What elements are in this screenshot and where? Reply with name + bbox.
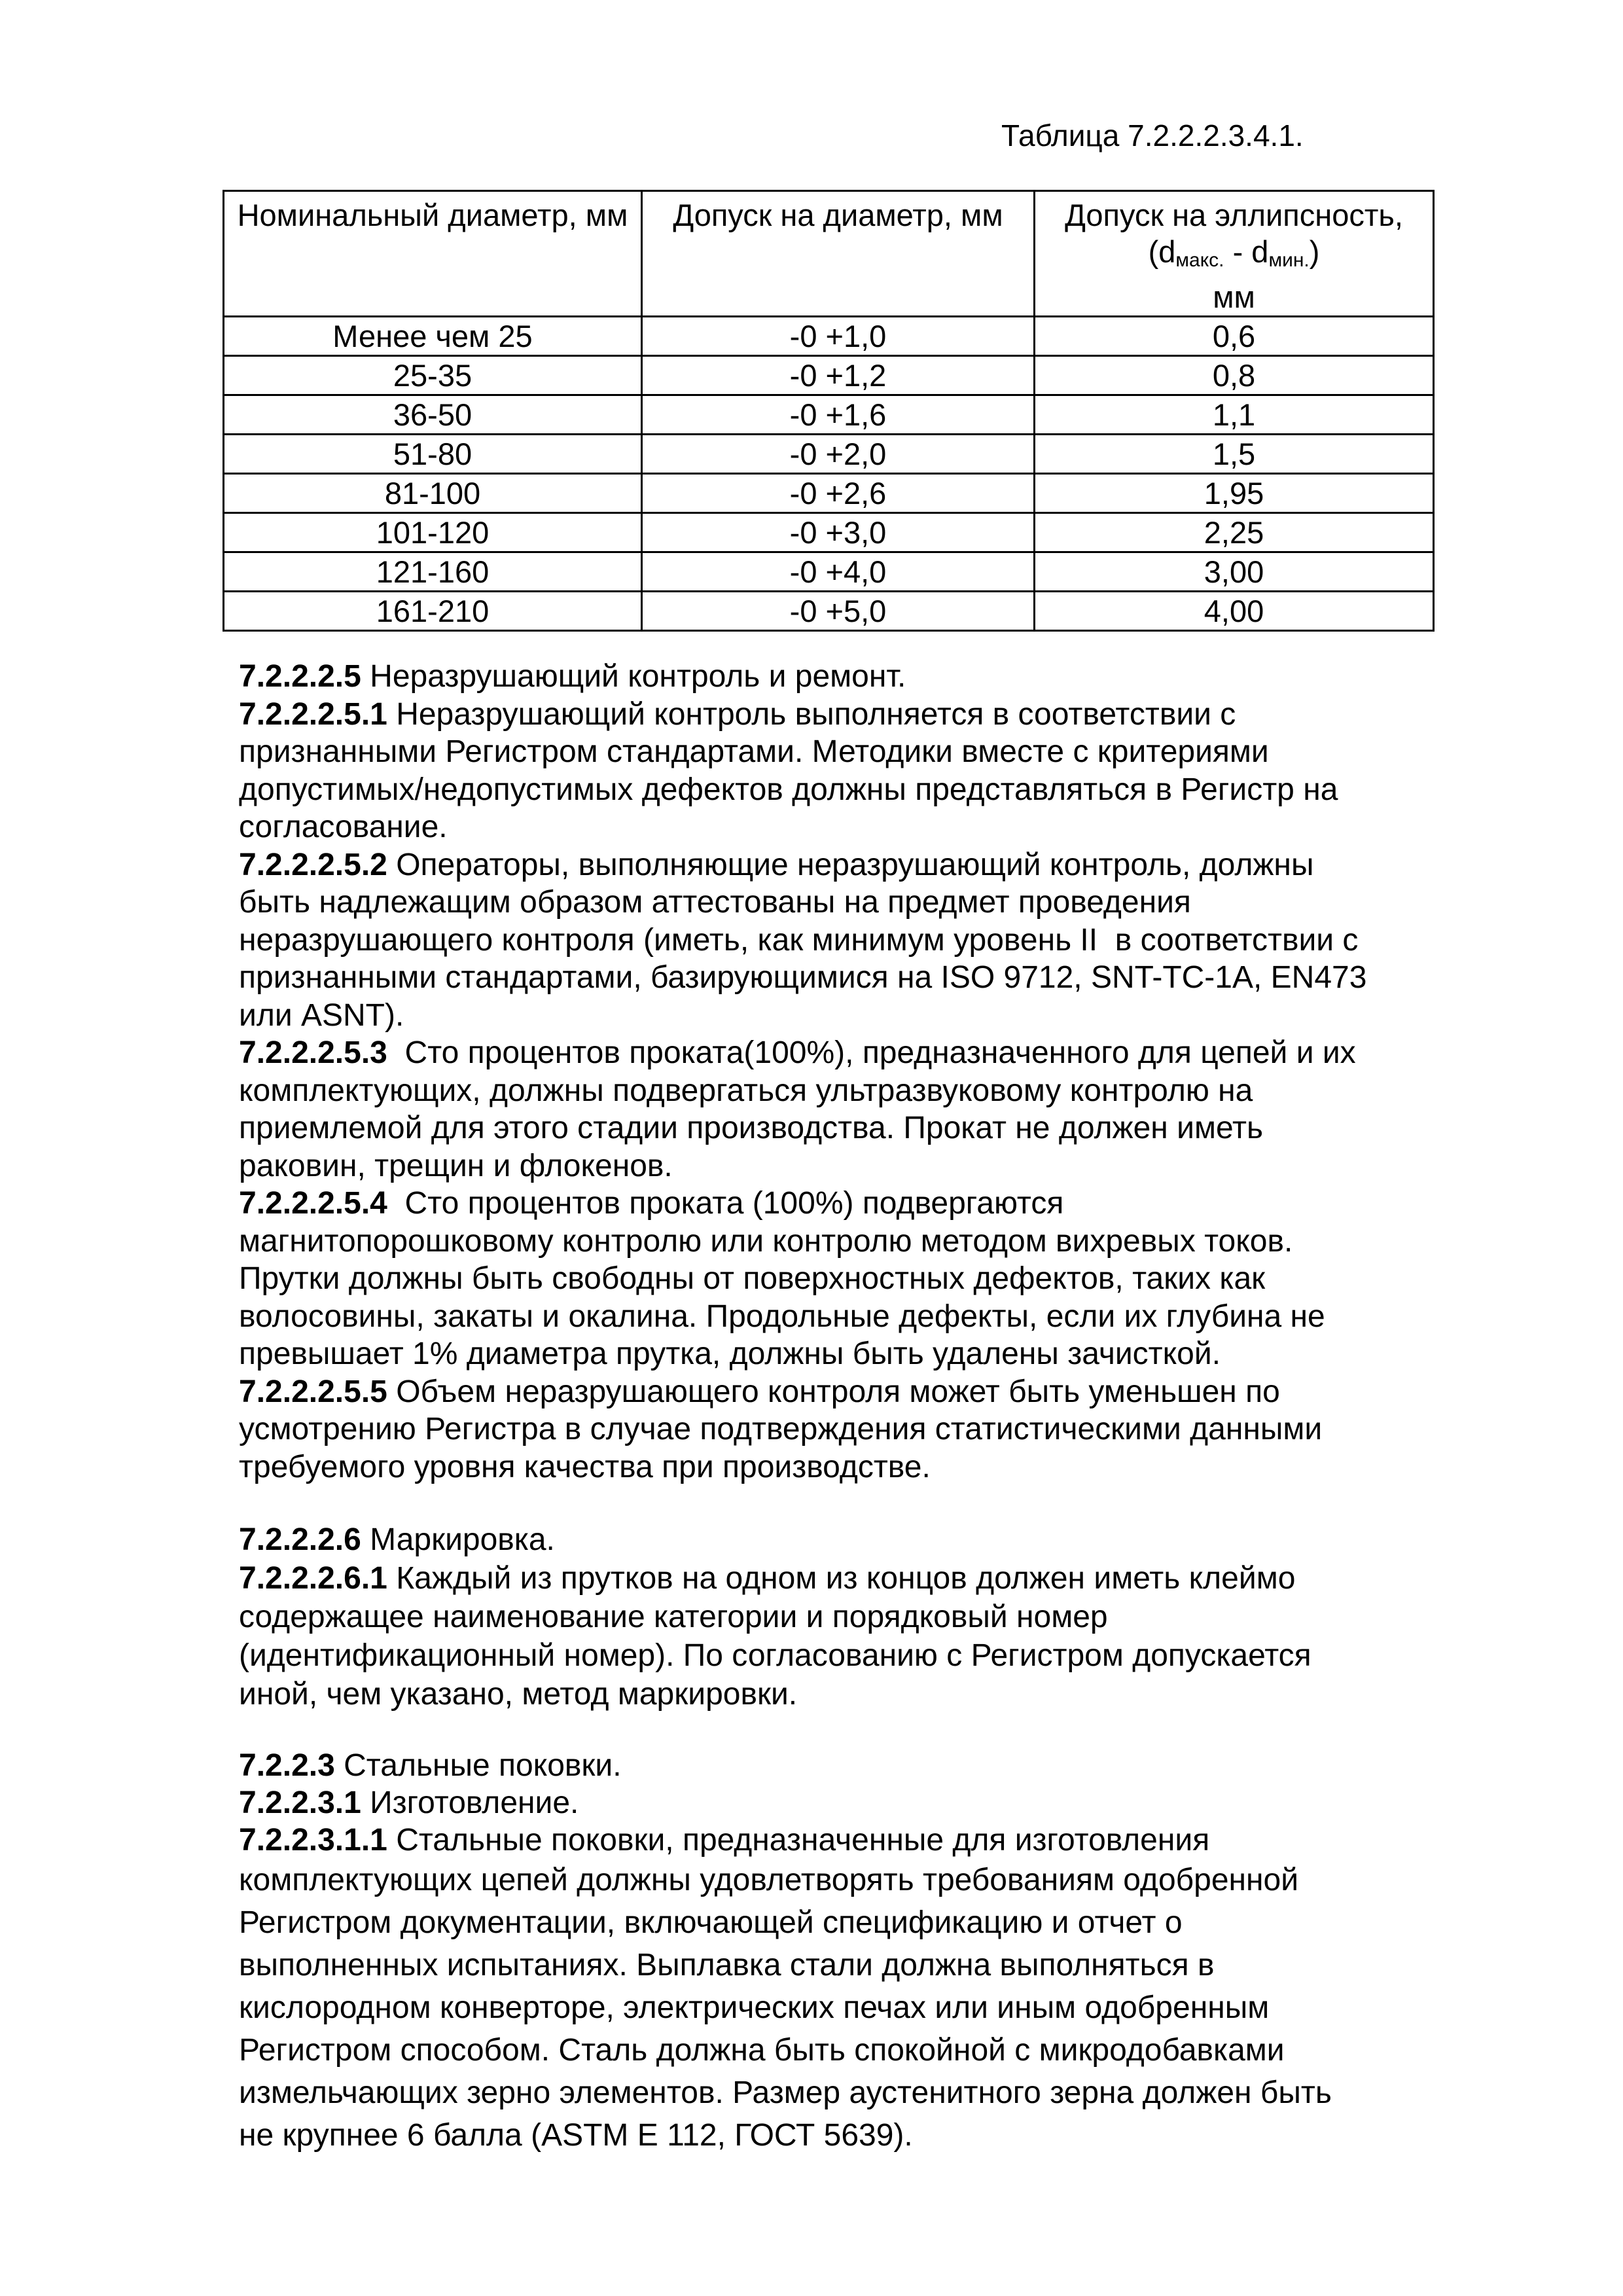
text-line — [239, 884, 1366, 922]
table-row — [224, 513, 1434, 552]
table-caption: Таблица 7.2.2.2.3.4.1. — [1001, 118, 1304, 152]
text-line — [239, 1520, 1311, 1559]
text-line — [239, 1559, 1311, 1598]
cell-nominal-diameter: 25-35 — [224, 356, 642, 395]
line-text: измельчающих зерно элементов. Размер аустенитного зерна должен быть — [239, 2075, 1332, 2110]
paragraph — [239, 1821, 1332, 2157]
cell-ellipticity: 0,8 — [1035, 356, 1434, 395]
text-line — [239, 1335, 1366, 1373]
section-number: 7.2.2.2.6.1 — [239, 1561, 387, 1596]
text-line — [239, 846, 1366, 884]
line-text: согласование. — [239, 810, 448, 844]
paragraph — [239, 658, 1366, 696]
text-line — [239, 2029, 1332, 2072]
line-text: Каждый из прутков на одном из концов должен иметь клеймо — [387, 1561, 1296, 1596]
line-text: кислородном конверторе, электрических печах или иным одобренным — [239, 1990, 1270, 2025]
paragraph — [239, 846, 1366, 1035]
paragraph — [239, 1373, 1366, 1486]
line-text: Изготовление. — [361, 1785, 579, 1820]
table-row — [224, 395, 1434, 435]
cell-ellipticity: 0,6 — [1035, 317, 1434, 356]
paragraph — [239, 1747, 1332, 1784]
text-line — [239, 808, 1366, 846]
header-text: Допуск на эллипсность, — [1065, 198, 1403, 232]
cell-nominal-diameter: 161-210 — [224, 592, 642, 631]
text-line — [239, 1410, 1366, 1448]
line-text: иной, чем указано, метод маркировки. — [239, 1677, 798, 1712]
text-line — [239, 1448, 1366, 1486]
table-row — [224, 435, 1434, 474]
header-diameter-tolerance — [642, 191, 1035, 317]
text-line — [239, 1944, 1332, 1986]
paragraph — [239, 1520, 1311, 1559]
line-text: Прутки должны быть свободны от поверхностных дефектов, таких как — [239, 1261, 1266, 1296]
line-text: признанными стандартами, базирующимися на ISO 9712, SNT-TC-1A, EN473 — [239, 960, 1367, 995]
section-number: 7.2.2.2.5 — [239, 659, 361, 694]
line-text: Сто процентов проката (100%) подвергаются — [387, 1186, 1064, 1221]
cell-diameter-tolerance: -0 +1,2 — [642, 356, 1035, 395]
cell-nominal-diameter: 121-160 — [224, 552, 642, 592]
paragraph — [239, 1559, 1311, 1713]
text-line — [239, 997, 1366, 1035]
text-line — [239, 696, 1366, 734]
line-text: Регистром способом. Сталь должна быть спокойной с микродобавками — [239, 2033, 1285, 2068]
cell-nominal-diameter: 101-120 — [224, 513, 642, 552]
cell-nominal-diameter: 81-100 — [224, 474, 642, 513]
cell-diameter-tolerance: -0 +4,0 — [642, 552, 1035, 592]
header-text: Допуск на диаметр, мм — [673, 198, 1003, 232]
text-line — [239, 2072, 1332, 2114]
cell-nominal-diameter: Менее чем 25 — [224, 317, 642, 356]
line-text: приемлемой для этого стадии производства. Прокат не должен иметь — [239, 1111, 1264, 1145]
text-line — [239, 1675, 1311, 1713]
text-line — [239, 1373, 1366, 1411]
cell-diameter-tolerance: -0 +3,0 — [642, 513, 1035, 552]
section-number: 7.2.2.2.5.4 — [239, 1186, 387, 1221]
table-row — [224, 474, 1434, 513]
section-number: 7.2.2.3.1 — [239, 1785, 361, 1820]
line-text: волосовины, закаты и окалина. Продольные дефекты, если их глубина не — [239, 1299, 1325, 1334]
cell-ellipticity: 3,00 — [1035, 552, 1434, 592]
cell-ellipticity: 4,00 — [1035, 592, 1434, 631]
section-number: 7.2.2.3.1.1 — [239, 1823, 387, 1857]
line-text: или ASNT). — [239, 997, 404, 1033]
cell-ellipticity: 1,95 — [1035, 474, 1434, 513]
header-unit: мм — [1213, 279, 1255, 314]
text-line — [239, 1859, 1332, 1901]
text-line — [239, 1901, 1332, 1944]
cell-ellipticity: 1,5 — [1035, 435, 1434, 474]
text-line — [239, 1986, 1332, 2029]
text-line — [239, 733, 1366, 771]
line-text: допустимых/недопустимых дефектов должны представляться в Регистр на — [239, 772, 1338, 807]
paragraph — [239, 1185, 1366, 1373]
formula-part: (d — [1148, 234, 1176, 269]
line-text: Маркировка. — [361, 1522, 555, 1557]
table-header-row — [224, 191, 1434, 317]
text-line — [239, 1598, 1311, 1636]
text-line — [239, 922, 1366, 960]
tolerance-table — [223, 190, 1435, 632]
text-line — [239, 1784, 1332, 1821]
line-text: Стальные поковки. — [334, 1748, 622, 1783]
formula-part: ) — [1309, 234, 1320, 269]
formula-sub: макс. — [1175, 249, 1224, 271]
text-line — [239, 1821, 1332, 1859]
table-row — [224, 592, 1434, 631]
section-number: 7.2.2.3 — [239, 1748, 335, 1783]
table-row — [224, 552, 1434, 592]
section-number: 7.2.2.2.5.5 — [239, 1374, 387, 1409]
line-text: магнитопорошковому контролю или контролю методом вихревых токов. — [239, 1223, 1293, 1259]
paragraph — [239, 696, 1366, 846]
text-line — [239, 1109, 1366, 1147]
line-text: раковин, трещин и флокенов. — [239, 1148, 673, 1183]
section-forgings — [239, 1747, 1332, 2157]
cell-diameter-tolerance: -0 +1,0 — [642, 317, 1035, 356]
line-text: неразрушающего контроля (иметь, как минимум уровень II в соответствии с — [239, 922, 1359, 958]
text-line — [239, 1147, 1366, 1185]
line-text: Сто процентов проката(100%), предназначенного для цепей и их — [387, 1035, 1356, 1070]
cell-nominal-diameter: 51-80 — [224, 435, 642, 474]
cell-diameter-tolerance: -0 +1,6 — [642, 395, 1035, 435]
paragraph — [239, 1784, 1332, 1821]
line-text: Неразрушающий контроль выполняется в соответствии с — [387, 696, 1236, 732]
cell-nominal-diameter: 36-50 — [224, 395, 642, 435]
cell-diameter-tolerance: -0 +2,0 — [642, 435, 1035, 474]
line-text: содержащее наименование категории и порядковый номер — [239, 1600, 1108, 1634]
cell-diameter-tolerance: -0 +5,0 — [642, 592, 1035, 631]
text-line — [239, 959, 1366, 997]
header-nominal-diameter — [224, 191, 642, 317]
table-row — [224, 356, 1434, 395]
formula-sub: мин. — [1268, 249, 1310, 271]
line-text: признанными Регистром стандартами. Методики вместе с критериями — [239, 734, 1269, 769]
line-text: превышает 1% диаметра прутка, должны быть удалены зачисткой. — [239, 1336, 1221, 1371]
section-ndt — [239, 658, 1366, 1486]
text-line — [239, 1223, 1366, 1261]
header-formula — [1035, 234, 1433, 279]
text-line — [239, 1034, 1366, 1072]
line-text: Операторы, выполняющие неразрушающий контроль, должны — [387, 847, 1314, 882]
line-text: комплектующих, должны подвергаться ультразвуковому контролю на — [239, 1073, 1253, 1108]
line-text: Регистром документации, включающей спецификацию и отчет о — [239, 1905, 1183, 1940]
text-line — [239, 2114, 1332, 2157]
line-text: Стальные поковки, предназначенные для изготовления — [387, 1823, 1210, 1857]
text-line — [239, 1260, 1366, 1298]
paragraph — [239, 1034, 1366, 1185]
header-ellipticity-tolerance — [1035, 191, 1434, 317]
section-number: 7.2.2.2.6 — [239, 1522, 361, 1557]
header-text: Номинальный диаметр, мм — [237, 198, 628, 232]
section-number: 7.2.2.2.5.2 — [239, 847, 387, 882]
section-number: 7.2.2.2.5.3 — [239, 1035, 387, 1070]
text-line — [239, 1747, 1332, 1784]
line-text: выполненных испытаниях. Выплавка стали должна выполняться в — [239, 1948, 1215, 1982]
line-text: Объем неразрушающего контроля может быть уменьшен по — [387, 1374, 1280, 1409]
table-row — [224, 317, 1434, 356]
text-line — [239, 658, 1366, 696]
line-text: (идентификационный номер). По согласованию с Регистром допускается — [239, 1638, 1311, 1673]
cell-ellipticity: 2,25 — [1035, 513, 1434, 552]
section-number: 7.2.2.2.5.1 — [239, 696, 387, 732]
text-line — [239, 1072, 1366, 1110]
text-line — [239, 1298, 1366, 1336]
text-line — [239, 1636, 1311, 1675]
line-text: комплектующих цепей должны удовлетворять требованиям одобренной — [239, 1863, 1299, 1897]
line-text: не крупнее 6 балла (ASTM E 112, ГОСТ 5639). — [239, 2118, 913, 2153]
line-text: быть надлежащим образом аттестованы на предмет проведения — [239, 885, 1191, 920]
line-text: требуемого уровня качества при производстве. — [239, 1449, 931, 1484]
formula-part: - d — [1224, 234, 1269, 269]
cell-ellipticity: 1,1 — [1035, 395, 1434, 435]
line-text: Неразрушающий контроль и ремонт. — [361, 659, 906, 694]
line-text: усмотрению Регистра в случае подтверждения статистическими данными — [239, 1412, 1323, 1446]
text-line — [239, 1185, 1366, 1223]
cell-diameter-tolerance: -0 +2,6 — [642, 474, 1035, 513]
text-line — [239, 771, 1366, 809]
section-marking — [239, 1520, 1311, 1713]
